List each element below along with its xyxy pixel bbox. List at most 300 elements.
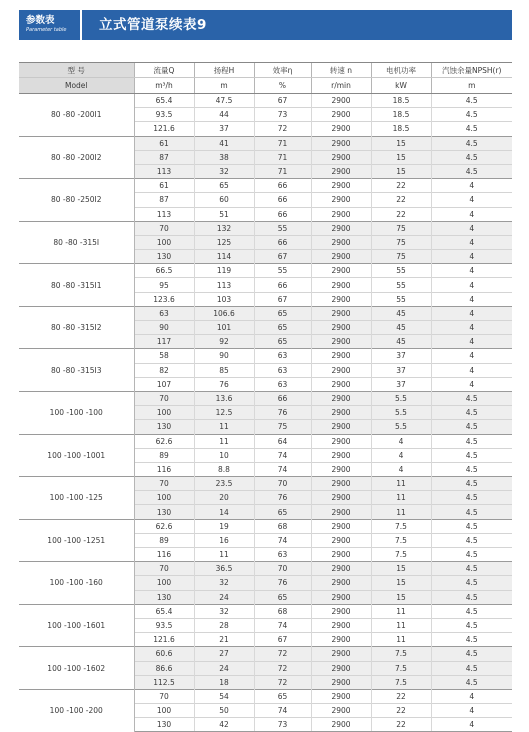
flow-cell: 87 [134, 150, 194, 164]
column-header-npsh: 汽蚀余量NPSH(r) [431, 63, 512, 78]
speed-cell: 2900 [311, 576, 371, 590]
npsh-cell: 4.5 [431, 519, 512, 533]
npsh-cell: 4 [431, 179, 512, 193]
flow-cell: 130 [134, 505, 194, 519]
efficiency-cell: 65 [254, 689, 311, 703]
npsh-cell: 4.5 [431, 462, 512, 476]
flow-cell: 130 [134, 250, 194, 264]
head-cell: 11 [194, 420, 254, 434]
head-cell: 23.5 [194, 477, 254, 491]
column-header-flow: 流量Q [134, 63, 194, 78]
speed-cell: 2900 [311, 448, 371, 462]
head-cell: 27 [194, 647, 254, 661]
flow-cell: 89 [134, 533, 194, 547]
head-cell: 32 [194, 164, 254, 178]
head-cell: 8.8 [194, 462, 254, 476]
speed-cell: 2900 [311, 661, 371, 675]
efficiency-cell: 66 [254, 193, 311, 207]
speed-cell: 2900 [311, 321, 371, 335]
head-cell: 47.5 [194, 94, 254, 108]
npsh-cell: 4.5 [431, 491, 512, 505]
power-cell: 55 [371, 264, 431, 278]
npsh-cell: 4.5 [431, 633, 512, 647]
head-cell: 12.5 [194, 406, 254, 420]
flow-cell: 100 [134, 406, 194, 420]
flow-cell: 58 [134, 349, 194, 363]
head-cell: 11 [194, 548, 254, 562]
speed-cell: 2900 [311, 562, 371, 576]
efficiency-cell: 68 [254, 604, 311, 618]
npsh-cell: 4.5 [431, 505, 512, 519]
head-cell: 132 [194, 221, 254, 235]
flow-cell: 70 [134, 221, 194, 235]
head-cell: 38 [194, 150, 254, 164]
head-cell: 76 [194, 377, 254, 391]
efficiency-cell: 65 [254, 505, 311, 519]
npsh-cell: 4.5 [431, 108, 512, 122]
column-header-speed: 转速 n [311, 63, 371, 78]
npsh-cell: 4.5 [431, 164, 512, 178]
speed-cell: 2900 [311, 533, 371, 547]
head-cell: 20 [194, 491, 254, 505]
unit-model: Model [19, 78, 134, 94]
flow-cell: 61 [134, 136, 194, 150]
column-header-power: 电机功率 [371, 63, 431, 78]
speed-cell: 2900 [311, 349, 371, 363]
speed-cell: 2900 [311, 94, 371, 108]
efficiency-cell: 67 [254, 292, 311, 306]
table-row [19, 689, 512, 703]
flow-cell: 112.5 [134, 675, 194, 689]
head-cell: 10 [194, 448, 254, 462]
table-row [19, 391, 512, 405]
flow-cell: 87 [134, 193, 194, 207]
efficiency-cell: 65 [254, 590, 311, 604]
efficiency-cell: 68 [254, 519, 311, 533]
model-cell: 80 -80 -315I1 [19, 264, 134, 307]
head-cell: 21 [194, 633, 254, 647]
npsh-cell: 4.5 [431, 576, 512, 590]
npsh-cell: 4 [431, 689, 512, 703]
flow-cell: 70 [134, 477, 194, 491]
section-tag [19, 10, 80, 40]
npsh-cell: 4.5 [431, 122, 512, 136]
model-cell: 80 -80 -315I3 [19, 349, 134, 392]
speed-cell: 2900 [311, 491, 371, 505]
section-tag-sublabel: Parameter table [26, 27, 67, 33]
flow-cell: 65.4 [134, 604, 194, 618]
npsh-cell: 4 [431, 235, 512, 249]
flow-cell: 121.6 [134, 633, 194, 647]
speed-cell: 2900 [311, 519, 371, 533]
speed-cell: 2900 [311, 505, 371, 519]
npsh-cell: 4.5 [431, 675, 512, 689]
column-header-efficiency: 效率η [254, 63, 311, 78]
npsh-cell: 4.5 [431, 434, 512, 448]
efficiency-cell: 72 [254, 122, 311, 136]
head-cell: 103 [194, 292, 254, 306]
npsh-cell: 4.5 [431, 661, 512, 675]
npsh-cell: 4.5 [431, 562, 512, 576]
power-cell: 11 [371, 618, 431, 632]
column-header-model: 型 号 [19, 63, 134, 78]
head-cell: 60 [194, 193, 254, 207]
parameter-table-container [19, 62, 512, 732]
head-cell: 65 [194, 179, 254, 193]
efficiency-cell: 66 [254, 235, 311, 249]
npsh-cell: 4.5 [431, 590, 512, 604]
efficiency-cell: 67 [254, 633, 311, 647]
npsh-cell: 4.5 [431, 94, 512, 108]
npsh-cell: 4.5 [431, 647, 512, 661]
flow-cell: 93.5 [134, 618, 194, 632]
speed-cell: 2900 [311, 122, 371, 136]
flow-cell: 117 [134, 335, 194, 349]
section-tag-label: 参数表 [26, 15, 55, 26]
efficiency-cell: 74 [254, 448, 311, 462]
npsh-cell: 4.5 [431, 448, 512, 462]
table-row [19, 136, 512, 150]
npsh-cell: 4.5 [431, 420, 512, 434]
flow-cell: 100 [134, 491, 194, 505]
page-title: 立式管道泵续表9 [82, 10, 512, 40]
npsh-cell: 4 [431, 264, 512, 278]
power-cell: 45 [371, 306, 431, 320]
power-cell: 7.5 [371, 519, 431, 533]
speed-cell: 2900 [311, 179, 371, 193]
flow-cell: 113 [134, 164, 194, 178]
table-row [19, 434, 512, 448]
npsh-cell: 4 [431, 349, 512, 363]
npsh-cell: 4.5 [431, 406, 512, 420]
efficiency-cell: 66 [254, 391, 311, 405]
efficiency-cell: 66 [254, 278, 311, 292]
head-cell: 14 [194, 505, 254, 519]
flow-cell: 100 [134, 235, 194, 249]
power-cell: 7.5 [371, 533, 431, 547]
power-cell: 75 [371, 221, 431, 235]
speed-cell: 2900 [311, 136, 371, 150]
head-cell: 42 [194, 718, 254, 732]
model-cell: 100 -100 -1251 [19, 519, 134, 562]
power-cell: 18.5 [371, 108, 431, 122]
flow-cell: 65.4 [134, 94, 194, 108]
flow-cell: 61 [134, 179, 194, 193]
flow-cell: 100 [134, 576, 194, 590]
head-cell: 36.5 [194, 562, 254, 576]
power-cell: 15 [371, 562, 431, 576]
power-cell: 22 [371, 704, 431, 718]
column-header-head: 扬程H [194, 63, 254, 78]
npsh-cell: 4.5 [431, 391, 512, 405]
flow-cell: 70 [134, 689, 194, 703]
speed-cell: 2900 [311, 250, 371, 264]
efficiency-cell: 66 [254, 179, 311, 193]
power-cell: 4 [371, 434, 431, 448]
speed-cell: 2900 [311, 150, 371, 164]
power-cell: 15 [371, 136, 431, 150]
head-cell: 41 [194, 136, 254, 150]
head-cell: 54 [194, 689, 254, 703]
model-cell: 80 -80 -250I2 [19, 179, 134, 222]
speed-cell: 2900 [311, 264, 371, 278]
efficiency-cell: 72 [254, 661, 311, 675]
model-cell: 100 -100 -1602 [19, 647, 134, 690]
efficiency-cell: 73 [254, 108, 311, 122]
efficiency-cell: 63 [254, 377, 311, 391]
power-cell: 55 [371, 278, 431, 292]
table-row [19, 477, 512, 491]
head-cell: 85 [194, 363, 254, 377]
npsh-cell: 4.5 [431, 548, 512, 562]
flow-cell: 116 [134, 548, 194, 562]
power-cell: 45 [371, 321, 431, 335]
flow-cell: 63 [134, 306, 194, 320]
power-cell: 11 [371, 505, 431, 519]
power-cell: 37 [371, 363, 431, 377]
model-cell: 80 -80 -200I1 [19, 94, 134, 137]
power-cell: 5.5 [371, 420, 431, 434]
head-cell: 13.6 [194, 391, 254, 405]
power-cell: 55 [371, 292, 431, 306]
speed-cell: 2900 [311, 306, 371, 320]
flow-cell: 123.6 [134, 292, 194, 306]
efficiency-cell: 67 [254, 94, 311, 108]
npsh-cell: 4 [431, 250, 512, 264]
npsh-cell: 4 [431, 221, 512, 235]
table-row [19, 647, 512, 661]
speed-cell: 2900 [311, 406, 371, 420]
head-cell: 16 [194, 533, 254, 547]
speed-cell: 2900 [311, 335, 371, 349]
table-row [19, 349, 512, 363]
power-cell: 7.5 [371, 675, 431, 689]
efficiency-cell: 66 [254, 207, 311, 221]
unit-npsh: m [431, 78, 512, 94]
power-cell: 5.5 [371, 391, 431, 405]
efficiency-cell: 76 [254, 576, 311, 590]
efficiency-cell: 72 [254, 647, 311, 661]
npsh-cell: 4 [431, 363, 512, 377]
npsh-cell: 4 [431, 704, 512, 718]
power-cell: 11 [371, 604, 431, 618]
speed-cell: 2900 [311, 477, 371, 491]
power-cell: 15 [371, 150, 431, 164]
flow-cell: 90 [134, 321, 194, 335]
efficiency-cell: 76 [254, 406, 311, 420]
header-row-labels [19, 63, 512, 78]
npsh-cell: 4.5 [431, 533, 512, 547]
head-cell: 101 [194, 321, 254, 335]
head-cell: 50 [194, 704, 254, 718]
power-cell: 7.5 [371, 661, 431, 675]
npsh-cell: 4 [431, 306, 512, 320]
efficiency-cell: 65 [254, 321, 311, 335]
efficiency-cell: 63 [254, 548, 311, 562]
head-cell: 92 [194, 335, 254, 349]
speed-cell: 2900 [311, 391, 371, 405]
speed-cell: 2900 [311, 618, 371, 632]
flow-cell: 113 [134, 207, 194, 221]
power-cell: 15 [371, 164, 431, 178]
speed-cell: 2900 [311, 235, 371, 249]
efficiency-cell: 63 [254, 363, 311, 377]
speed-cell: 2900 [311, 647, 371, 661]
flow-cell: 107 [134, 377, 194, 391]
model-cell: 80 -80 -315I2 [19, 306, 134, 349]
power-cell: 5.5 [371, 406, 431, 420]
npsh-cell: 4 [431, 335, 512, 349]
table-row [19, 264, 512, 278]
table-row [19, 94, 512, 108]
table-row [19, 179, 512, 193]
efficiency-cell: 71 [254, 164, 311, 178]
npsh-cell: 4.5 [431, 150, 512, 164]
model-cell: 100 -100 -1601 [19, 604, 134, 647]
flow-cell: 130 [134, 590, 194, 604]
flow-cell: 89 [134, 448, 194, 462]
power-cell: 15 [371, 576, 431, 590]
power-cell: 7.5 [371, 548, 431, 562]
speed-cell: 2900 [311, 604, 371, 618]
head-cell: 125 [194, 235, 254, 249]
efficiency-cell: 74 [254, 462, 311, 476]
head-cell: 32 [194, 576, 254, 590]
flow-cell: 82 [134, 363, 194, 377]
flow-cell: 70 [134, 562, 194, 576]
flow-cell: 100 [134, 704, 194, 718]
npsh-cell: 4.5 [431, 477, 512, 491]
flow-cell: 66.5 [134, 264, 194, 278]
speed-cell: 2900 [311, 420, 371, 434]
head-cell: 44 [194, 108, 254, 122]
speed-cell: 2900 [311, 548, 371, 562]
efficiency-cell: 72 [254, 675, 311, 689]
head-cell: 24 [194, 661, 254, 675]
power-cell: 18.5 [371, 122, 431, 136]
power-cell: 18.5 [371, 94, 431, 108]
head-cell: 37 [194, 122, 254, 136]
head-cell: 90 [194, 349, 254, 363]
efficiency-cell: 65 [254, 335, 311, 349]
head-cell: 114 [194, 250, 254, 264]
page-header [19, 10, 512, 40]
table-row [19, 221, 512, 235]
flow-cell: 130 [134, 718, 194, 732]
speed-cell: 2900 [311, 377, 371, 391]
unit-speed: r/min [311, 78, 371, 94]
model-cell: 80 -80 -315I [19, 221, 134, 264]
flow-cell: 60.6 [134, 647, 194, 661]
power-cell: 15 [371, 590, 431, 604]
efficiency-cell: 74 [254, 618, 311, 632]
npsh-cell: 4 [431, 193, 512, 207]
head-cell: 106.6 [194, 306, 254, 320]
head-cell: 24 [194, 590, 254, 604]
npsh-cell: 4.5 [431, 136, 512, 150]
model-cell: 100 -100 -125 [19, 477, 134, 520]
flow-cell: 130 [134, 420, 194, 434]
efficiency-cell: 73 [254, 718, 311, 732]
speed-cell: 2900 [311, 221, 371, 235]
model-cell: 100 -100 -1001 [19, 434, 134, 477]
model-cell: 100 -100 -100 [19, 391, 134, 434]
flow-cell: 121.6 [134, 122, 194, 136]
efficiency-cell: 71 [254, 150, 311, 164]
power-cell: 4 [371, 448, 431, 462]
power-cell: 11 [371, 633, 431, 647]
model-cell: 100 -100 -200 [19, 689, 134, 732]
speed-cell: 2900 [311, 207, 371, 221]
table-row [19, 519, 512, 533]
npsh-cell: 4.5 [431, 618, 512, 632]
efficiency-cell: 64 [254, 434, 311, 448]
flow-cell: 86.6 [134, 661, 194, 675]
power-cell: 22 [371, 193, 431, 207]
efficiency-cell: 75 [254, 420, 311, 434]
power-cell: 7.5 [371, 647, 431, 661]
flow-cell: 95 [134, 278, 194, 292]
head-cell: 18 [194, 675, 254, 689]
efficiency-cell: 74 [254, 533, 311, 547]
head-cell: 32 [194, 604, 254, 618]
npsh-cell: 4 [431, 278, 512, 292]
unit-power: kW [371, 78, 431, 94]
power-cell: 45 [371, 335, 431, 349]
speed-cell: 2900 [311, 704, 371, 718]
speed-cell: 2900 [311, 278, 371, 292]
npsh-cell: 4 [431, 292, 512, 306]
efficiency-cell: 70 [254, 477, 311, 491]
speed-cell: 2900 [311, 108, 371, 122]
speed-cell: 2900 [311, 689, 371, 703]
head-cell: 19 [194, 519, 254, 533]
unit-efficiency: % [254, 78, 311, 94]
efficiency-cell: 74 [254, 704, 311, 718]
power-cell: 22 [371, 689, 431, 703]
power-cell: 37 [371, 377, 431, 391]
npsh-cell: 4.5 [431, 604, 512, 618]
efficiency-cell: 65 [254, 306, 311, 320]
speed-cell: 2900 [311, 633, 371, 647]
npsh-cell: 4 [431, 321, 512, 335]
efficiency-cell: 71 [254, 136, 311, 150]
efficiency-cell: 67 [254, 250, 311, 264]
efficiency-cell: 55 [254, 264, 311, 278]
speed-cell: 2900 [311, 363, 371, 377]
power-cell: 75 [371, 250, 431, 264]
unit-head: m [194, 78, 254, 94]
speed-cell: 2900 [311, 718, 371, 732]
power-cell: 37 [371, 349, 431, 363]
unit-flow: m³/h [134, 78, 194, 94]
flow-cell: 93.5 [134, 108, 194, 122]
speed-cell: 2900 [311, 462, 371, 476]
table-row [19, 306, 512, 320]
efficiency-cell: 76 [254, 491, 311, 505]
npsh-cell: 4 [431, 718, 512, 732]
speed-cell: 2900 [311, 675, 371, 689]
power-cell: 22 [371, 207, 431, 221]
power-cell: 75 [371, 235, 431, 249]
power-cell: 11 [371, 477, 431, 491]
power-cell: 4 [371, 462, 431, 476]
table-row [19, 562, 512, 576]
model-cell: 100 -100 -160 [19, 562, 134, 605]
npsh-cell: 4 [431, 207, 512, 221]
npsh-cell: 4 [431, 377, 512, 391]
speed-cell: 2900 [311, 164, 371, 178]
